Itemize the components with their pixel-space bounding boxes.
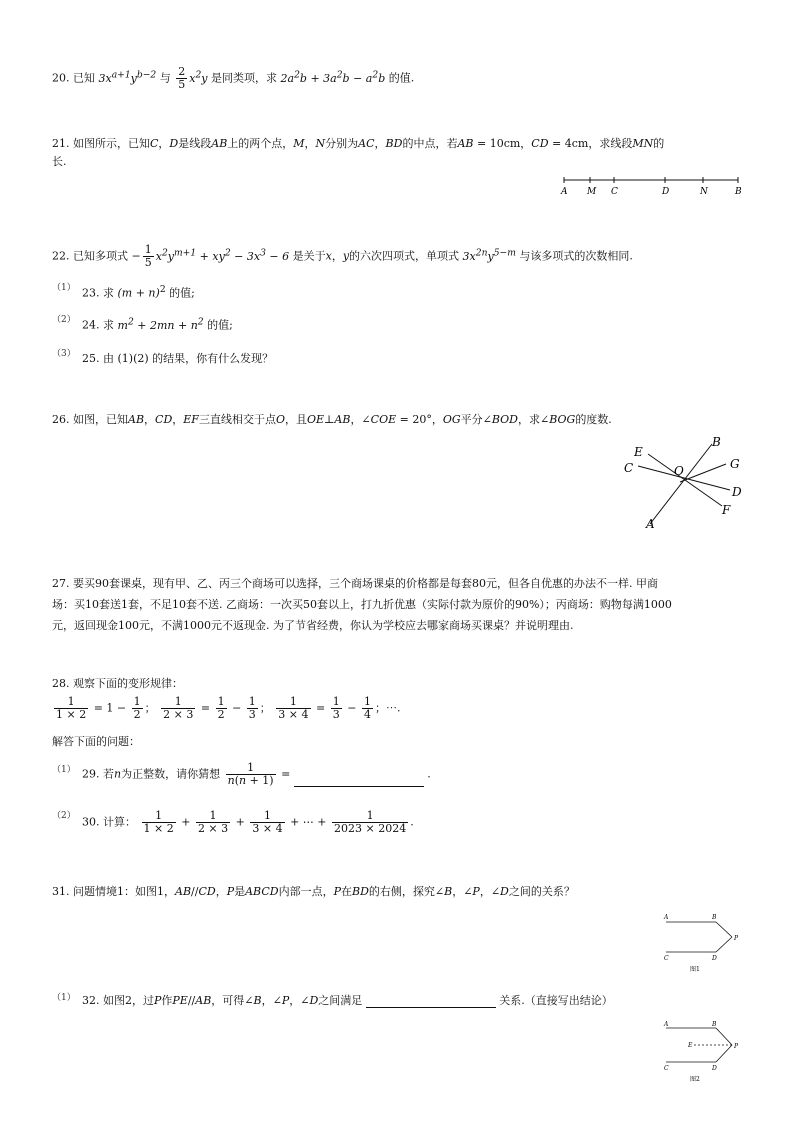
q21-segment-figure [556,172,746,198]
fig1-label-B: B [712,914,717,921]
question-30: 30. 计算： $\frac{1}{1 \times 2}$ + $\frac{1}{2 \times 3}$ + $\frac{1}{3 \times 4}$ + ⋯ + $\frac{1}{2023 \times 2024}$ . [82,809,414,835]
label-B: B [712,435,721,449]
q28-pattern: $\frac{1}{1 \times 2}$ = 1 − $\frac{1}{2}$ ； $\frac{1}{2 \times 3}$ = $\frac{1}{2}$ − $\frac{1}{3}$ ； $\frac{1}{3 \times 4}$ = $\frac{1}{3}$ − $\frac{1}{4}$ ；⋯. [56,695,401,721]
fig2-label-E: E [688,1042,693,1049]
q25-part-label: （3） [52,349,76,359]
question-31: 31. 问题情境1：如图1，AB//CD，P是ABCD内部一点，P在BD的右侧，探究∠B，∠P，∠D之间的关系？ [52,885,575,898]
label-B: B [735,187,742,197]
fig1-label-C: C [664,955,669,962]
q29-part-label: （1） [52,765,76,775]
label-E: E [634,445,643,459]
q28-answer-lead: 解答下面的问题： [52,735,140,748]
figure-2 [660,1018,744,1086]
question-28: 28. 观察下面的变形规律： [52,677,183,690]
q30-part-label: （2） [52,811,76,821]
fig2-label-B: B [712,1021,717,1028]
q27-line3: 元，返回现金100元，不满1000元不返现金. 为了节省经费，你认为学校应去哪家商场买课桌？并说明理由. [52,619,574,632]
label-N: N [700,187,708,197]
label-O: O [674,464,684,478]
question-24: 24. 求 $m^2 + 2mn + n^2$ 的值; [82,316,233,332]
question-20: 20. 已知 $3x^{a+1}y^{b-2}$ 与 $\frac{2}{5}$ $x^2y$ 是同类项，求 $2a^2b + 3a^2b - a^2b$ 的值. [52,65,415,91]
label-C: C [611,187,618,197]
fig1-label-D: D [712,955,717,962]
fig1-label-A: A [664,914,669,921]
question-21 [52,136,664,152]
fig2-caption: 图2 [690,1076,700,1083]
fig1-caption: 图1 [690,966,700,973]
fig2-label-C: C [664,1065,669,1072]
label-D: D [662,187,670,197]
question-32: 32. 如图2，过P作PE//AB，可得∠B，∠P，∠D之间满足 关系.（直接写出结论） [82,994,613,1007]
label-M: M [587,187,597,197]
fig1-label-P: P [734,935,739,942]
label-A: A [561,187,568,197]
q23-part-label: （1） [52,283,76,293]
q20-number: 20. [52,71,70,85]
label-A: A [646,517,655,531]
q27-line1: 27. 要买90套课桌，现有甲、乙、丙三个商场可以选择，三个商场课桌的价格都是每套80元，但各自优惠的办法不一样. 甲商 [52,577,658,590]
q32-part-label: （1） [52,993,76,1003]
fig2-label-D: D [712,1065,717,1072]
question-23: 23. 求 $(m + n)^2$ 的值; [82,284,195,300]
q32-answer-blank[interactable] [366,1007,496,1008]
label-D: D [732,485,742,499]
figure-1 [660,910,744,976]
q21-line2: 长. [52,155,67,168]
label-C: C [624,461,634,475]
q24-part-label: （2） [52,315,76,325]
fig2-label-P: P [734,1043,739,1050]
q29-answer-blank[interactable] [294,786,424,787]
question-25: 25. 由 (1)(2) 的结果，你有什么发现？ [82,352,274,365]
q26-lines-figure [618,432,748,532]
fig2-label-A: A [664,1021,669,1028]
label-G: G [730,457,740,471]
question-29: 29. 若n为正整数，请你猜想 $\frac{1}{n(n + 1)}$ = . [82,761,431,787]
question-26: 26. 如图，已知AB，CD，EF三直线相交于点O，且OE⊥AB，∠COE = 20°，OG平分∠BOD，求∠BOG的度数. [52,413,612,426]
question-22: 22. 已知多项式 − $\frac{1}{5}$ $x^2y^{m+1} + xy^2 - 3x^3 - 6$ 是关于x，y的六次四项式，单项式 $3x^{2n}y^{5-m}$ 与该多项式的次数相同. [52,243,633,269]
q27-line2: 场：买10套送1套，不足10套不送. 乙商场：一次买50套以上，打九折优惠（实际付款为原价的90%）；丙商场：购物每满1000 [52,598,672,611]
label-F: F [722,503,731,517]
q21-line1: 21. 如图所示，已知C，D是线段AB上的两个点，M，N分别为AC，BD的中点，若AB = 10cm，CD = 4cm，求线段MN的 [52,137,665,150]
